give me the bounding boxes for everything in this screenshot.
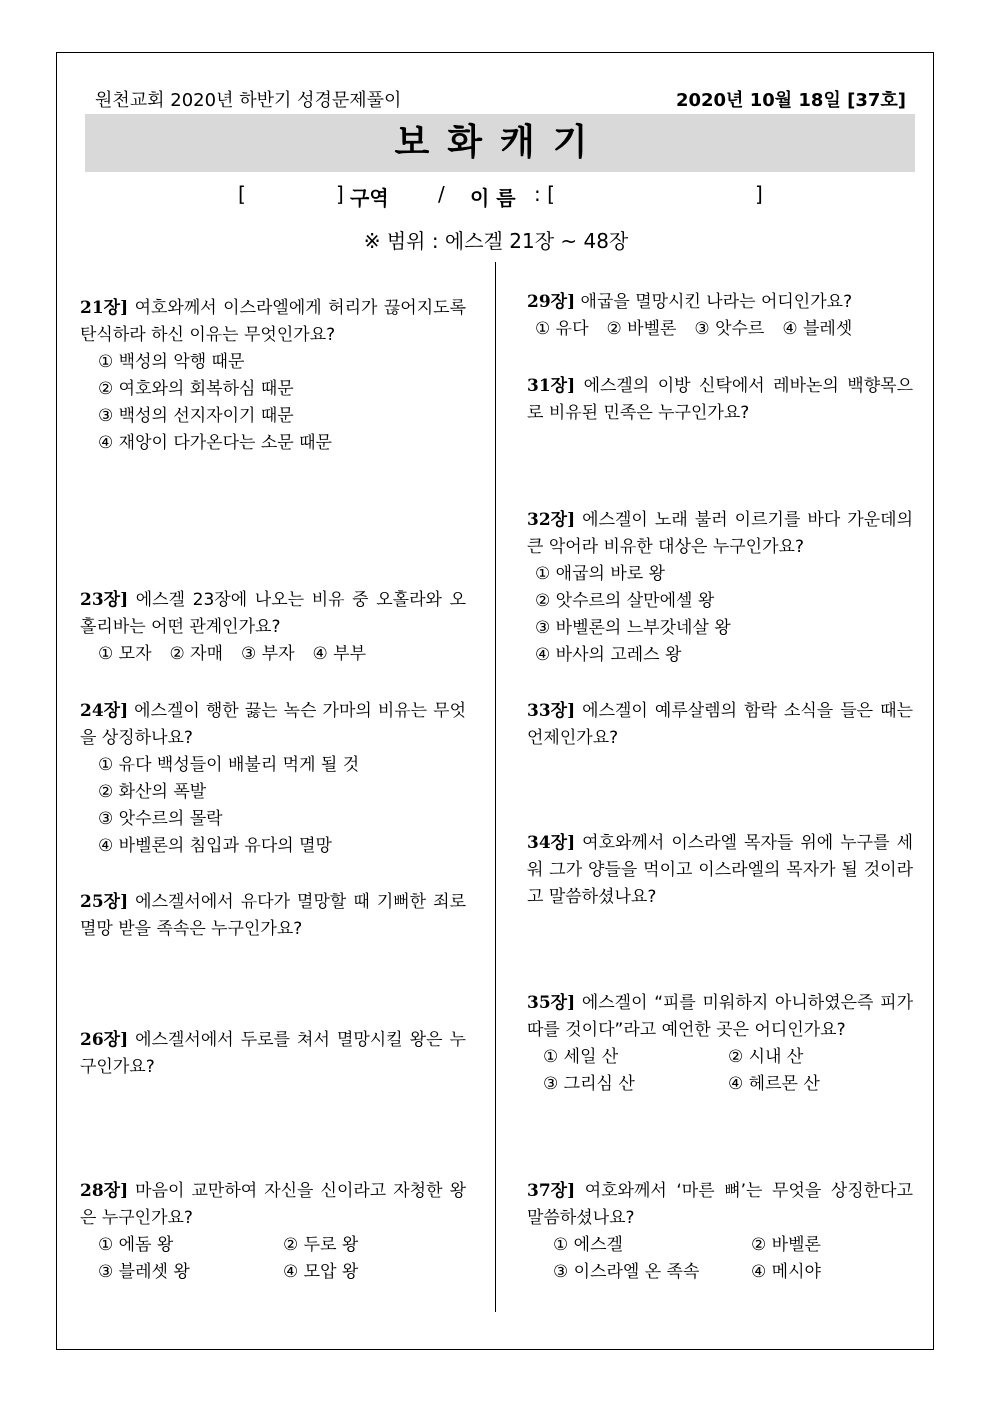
option: ④ 바벨론의 침입과 유다의 멸망 <box>98 836 332 856</box>
option: ③ 부자 <box>241 644 295 664</box>
district-label: 구역 <box>350 186 389 210</box>
question-number: 26장] <box>80 1030 129 1050</box>
name-label: 이 름 <box>470 186 516 210</box>
header-date: 2020년 10월 18일 [37호] <box>675 90 906 111</box>
option: ④ 바사의 고레스 왕 <box>535 645 682 665</box>
option: ④ 메시야 <box>751 1262 821 1282</box>
option: ③ 백성의 선지자이기 때문 <box>98 406 294 426</box>
option: ③ 이스라엘 온 족속 <box>553 1262 700 1282</box>
question-number: 35장] <box>527 993 576 1013</box>
option: ② 바벨론 <box>751 1235 821 1255</box>
question-24 <box>80 698 466 860</box>
option: ③ 앗수르 <box>694 319 765 339</box>
question-number: 23장] <box>80 590 129 610</box>
option: ① 유다 백성들이 배불리 먹게 될 것 <box>98 755 360 775</box>
option: ④ 헤르몬 산 <box>728 1074 820 1094</box>
option: ① 에스겔 <box>553 1235 623 1255</box>
question-text: 애굽을 멸망시킨 나라는 어디인가요? <box>575 292 853 312</box>
question-35 <box>527 990 913 1098</box>
question-21 <box>80 295 466 457</box>
question-number: 21장] <box>80 298 129 318</box>
question-number: 24장] <box>80 701 129 721</box>
question-33 <box>527 698 913 752</box>
option: ② 화산의 폭발 <box>98 782 207 802</box>
option: ③ 앗수르의 몰락 <box>98 809 223 829</box>
option: ① 백성의 악행 때문 <box>98 352 245 372</box>
question-text: 에스겔 23장에 나오는 비유 중 오홀라와 오홀리바는 어떤 관계인가요? <box>80 590 466 637</box>
option: ④ 부부 <box>312 644 366 664</box>
option: ② 바벨론 <box>606 319 677 339</box>
question-text: 여호와께서 ‘마른 뼈’는 무엇을 상징한다고 말씀하셨나요? <box>527 1181 913 1228</box>
question-number: 29장] <box>527 292 576 312</box>
option: ④ 블레셋 <box>782 319 853 339</box>
question-text: 마음이 교만하여 자신을 신이라고 자청한 왕은 누구인가요? <box>80 1181 466 1228</box>
slash: / <box>438 182 445 206</box>
question-text: 에스겔서에서 두로를 쳐서 멸망시킬 왕은 누구인가요? <box>80 1030 466 1077</box>
question-34 <box>527 830 913 911</box>
page-title: 보화캐기 <box>85 114 915 172</box>
question-32 <box>527 507 913 669</box>
header-church-title: 원천교회 2020년 하반기 성경문제풀이 <box>95 90 402 111</box>
question-number: 37장] <box>527 1181 576 1201</box>
option: ① 에돔 왕 <box>98 1235 174 1255</box>
question-25 <box>80 889 466 943</box>
column-divider <box>495 262 496 1312</box>
question-number: 28장] <box>80 1181 129 1201</box>
option: ① 유다 <box>535 319 589 339</box>
question-text: 여호와께서 이스라엘에게 허리가 끊어지도록 탄식하라 하신 이유는 무엇인가요? <box>80 298 466 345</box>
name-bracket-close: ] <box>755 182 763 206</box>
option: ② 여호와의 회복하심 때문 <box>98 379 294 399</box>
question-number: 25장] <box>80 892 129 912</box>
question-text: 에스겔의 이방 신탁에서 레바논의 백향목으로 비유된 민족은 누구인가요? <box>527 376 913 423</box>
option: ④ 모압 왕 <box>283 1262 359 1282</box>
option: ② 두로 왕 <box>283 1235 359 1255</box>
question-number: 33장] <box>527 701 576 721</box>
option: ④ 재앙이 다가온다는 소문 때문 <box>98 433 332 453</box>
question-28 <box>80 1178 466 1286</box>
question-text: 에스겔이 “피를 미워하지 아니하였은즉 피가 따를 것이다”라고 예언한 곳은 어디인가요? <box>527 993 913 1040</box>
option: ③ 그리심 산 <box>543 1074 635 1094</box>
question-text: 에스겔이 행한 끓는 녹슨 가마의 비유는 무엇을 상징하나요? <box>80 701 466 748</box>
option: ① 세일 산 <box>543 1047 619 1067</box>
option: ② 자매 <box>169 644 223 664</box>
question-29 <box>527 289 913 343</box>
question-number: 34장] <box>527 833 576 853</box>
question-text: 에스겔이 노래 불러 이르기를 바다 가운데의 큰 악어라 비유한 대상은 누구인가요? <box>527 510 913 557</box>
district-bracket-open: [ <box>238 182 246 206</box>
option: ② 앗수르의 살만에셀 왕 <box>535 591 715 611</box>
question-26 <box>80 1027 466 1081</box>
question-text: 여호와께서 이스라엘 목자들 위에 누구를 세워 그가 양들을 먹이고 이스라엘의 목자가 될 것이라고 말씀하셨나요? <box>527 833 913 907</box>
question-23 <box>80 587 466 668</box>
option: ③ 바벨론의 느부갓네살 왕 <box>535 618 731 638</box>
option: ① 애굽의 바로 왕 <box>535 564 665 584</box>
exam-range: ※ 범위 : 에스겔 21장 ~ 48장 <box>363 229 629 253</box>
question-number: 32장] <box>527 510 576 530</box>
question-37 <box>527 1178 913 1286</box>
question-number: 31장] <box>527 376 576 396</box>
option: ③ 블레셋 왕 <box>98 1262 190 1282</box>
option: ① 모자 <box>98 644 152 664</box>
name-bracket-open: : [ <box>534 182 555 206</box>
question-text: 에스겔이 예루살렘의 함락 소식을 들은 때는 언제인가요? <box>527 701 913 748</box>
district-bracket-close: ] <box>336 182 344 206</box>
question-text: 에스겔서에서 유다가 멸망할 때 기뻐한 죄로 멸망 받을 족속은 누구인가요? <box>80 892 466 939</box>
question-31 <box>527 373 913 427</box>
option: ② 시내 산 <box>728 1047 804 1067</box>
